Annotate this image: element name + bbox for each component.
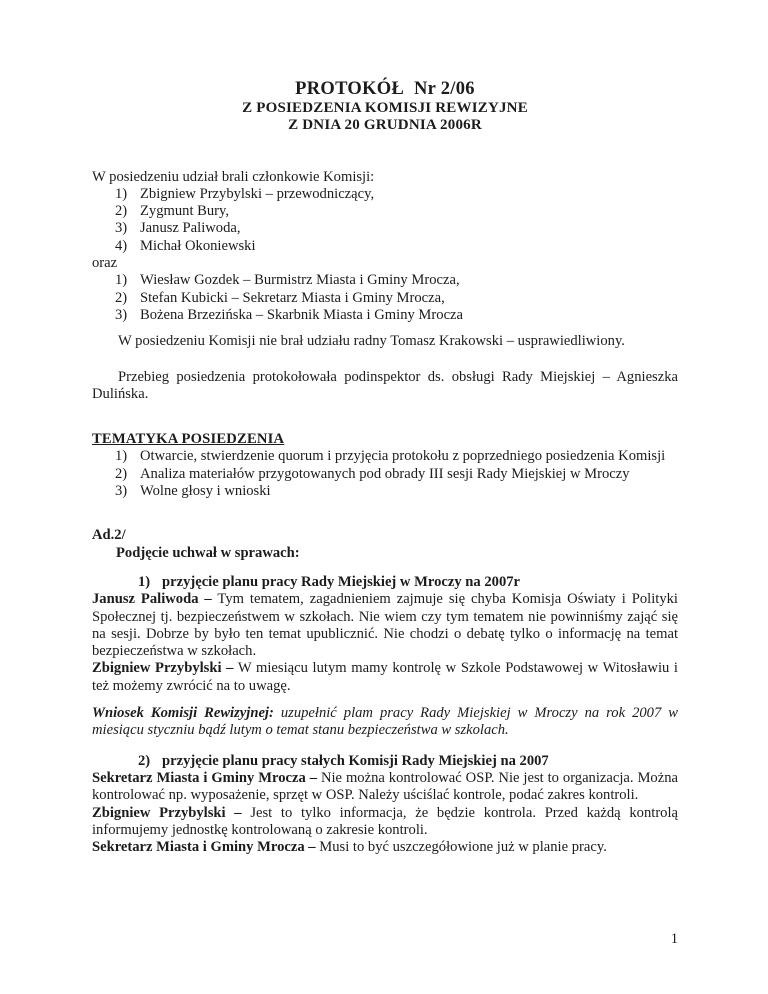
list-item-number: 4) [115,237,128,254]
list-item-text: Analiza materiałów przygotowanych pod obrady III sesji Rady Miejskiej w Mroczy [140,465,630,482]
speaker-name: Janusz Paliwoda – [92,591,212,608]
members-list [92,186,678,255]
list-item [92,272,678,289]
list-item-text: Bożena Brzezińska – Skarbnik Miasta i Gminy Mrocza [140,306,464,323]
point-2-heading [92,753,678,770]
list-item [92,203,678,220]
agenda-item [92,448,678,465]
speaker-name: Sekretarz Miasta i Gminy Mrocza – [92,839,316,856]
list-item-number: 1) [115,272,128,289]
motion-label: Wniosek Komisji Rewizyjnej: [92,705,274,722]
page-number: 1 [670,931,678,947]
list-item [92,238,678,255]
list-item-text: Michał Okoniewski [140,237,256,254]
list-item-number: 2) [115,465,128,482]
speaker-statement [92,660,678,695]
agenda-item [92,466,678,483]
statement-text: Musi to być uszczegółowione już w planie pracy. [319,839,607,856]
speaker-statement [92,805,678,840]
list-item-text: Zbigniew Przybylski – przewodniczący, [140,185,375,202]
statement-text: Tym tematem, zagadnieniem zajmuje się chyba Komisja Oświaty i Polityki Społecznej tj. bezpieczeństwem w szkołach. Nie wiem czy tym tematem nie powinniśmy zająć się na sesji. Dobrze by było ten temat upublicznić. Nie chodzi o debatę tylko o informację na temat bezpieczeństwa w szkołach. [92,591,678,660]
statement-text: W miesiącu lutym mamy kontrolę w Szkole Podstawowej w Witosławiu i też możemy zwrócić na to uwagę. [92,660,678,694]
speaker-statement [92,591,678,660]
list-item-number: 2) [115,203,128,220]
attendees-intro: W posiedzeniu udział brali członkowie Komisji: [92,168,375,185]
absence-note: W posiedzeniu Komisji nie brał udziału radny Tomasz Krakowski – usprawiedliwiony. [118,333,625,350]
speaker-statement [92,839,678,856]
list-item-text: Janusz Paliwoda, [140,220,241,237]
point-1-heading [92,574,678,591]
motion-text: uzupełnić plam pracy Rady Miejskiej w Mroczy na rok 2007 w miesiącu styczniu bądź lutym o temat stanu bezpieczeństwa w szkolach. [92,705,678,739]
list-item-text: Wolne głosy i wnioski [140,483,271,500]
conjunction-oraz: oraz [92,255,118,272]
point-number: 2) [138,752,151,769]
point-heading-text: przyjęcie planu pracy Rady Miejskiej w Mroczy na 2007r [162,573,521,590]
speaker-statement [92,770,678,805]
agenda-list [92,448,678,500]
list-item-number: 2) [115,289,128,306]
agenda-heading: TEMATYKA POSIEDZENIA [92,431,285,448]
list-item-text: Wiesław Gozdek – Burmistrz Miasta i Gminy Mrocza, [140,272,460,289]
section-label: Ad.2/ [92,527,126,544]
title-line-1: PROTOKÓŁ Nr 2/06 [295,79,475,99]
list-item-number: 3) [115,483,128,500]
speaker-name: Zbigniew Przybylski – [92,660,234,677]
list-item-number: 1) [115,448,128,465]
committee-motion [92,705,678,740]
list-item [92,290,678,307]
list-item-text: Zygmunt Bury, [140,203,230,220]
section-heading: Podjęcie uchwał w sprawach: [116,544,300,561]
speaker-name: Sekretarz Miasta i Gminy Mrocza – [92,769,318,786]
title-line-2: Z POSIEDZENIA KOMISJI REWIZYJNE [242,100,528,116]
statement-text: Jest to tylko informacja, że będzie kontrola. Przed każdą kontrolą informujemy jednostkę kontrolowaną o zakresie kontroli. [92,804,679,838]
point-heading-text: przyjęcie planu pracy stałych Komisji Rady Miejskiej na 2007 [162,752,549,769]
statement-text: Nie można kontrolować OSP. Nie jest to organizacja. Można kontrolować np. wyposażenie, sprzęt w OSP. Należy uściślać kontrole, podać zakres kontroli. [92,769,678,804]
guests-list [92,272,678,324]
document-title [92,78,678,135]
list-item-text: Stefan Kubicki – Sekretarz Miasta i Gminy Mrocza, [140,289,445,306]
recorder-note: Przebieg posiedzenia protokołowała podinspektor ds. obsługi Rady Miejskiej – Agnieszka Dulińska. [92,368,678,402]
list-item [92,307,678,324]
point-number: 1) [138,573,151,590]
list-item-number: 3) [115,306,128,323]
agenda-item [92,483,678,500]
speaker-name: Zbigniew Przybylski – [92,804,242,821]
title-line-3: Z DNIA 20 GRUDNIA 2006R [288,117,482,134]
list-item-number: 1) [115,185,128,202]
list-item [92,220,678,237]
list-item-number: 3) [115,220,128,237]
list-item [92,186,678,203]
list-item-text: Otwarcie, stwierdzenie quorum i przyjęcia protokołu z poprzedniego posiedzenia Komisji [140,448,666,465]
